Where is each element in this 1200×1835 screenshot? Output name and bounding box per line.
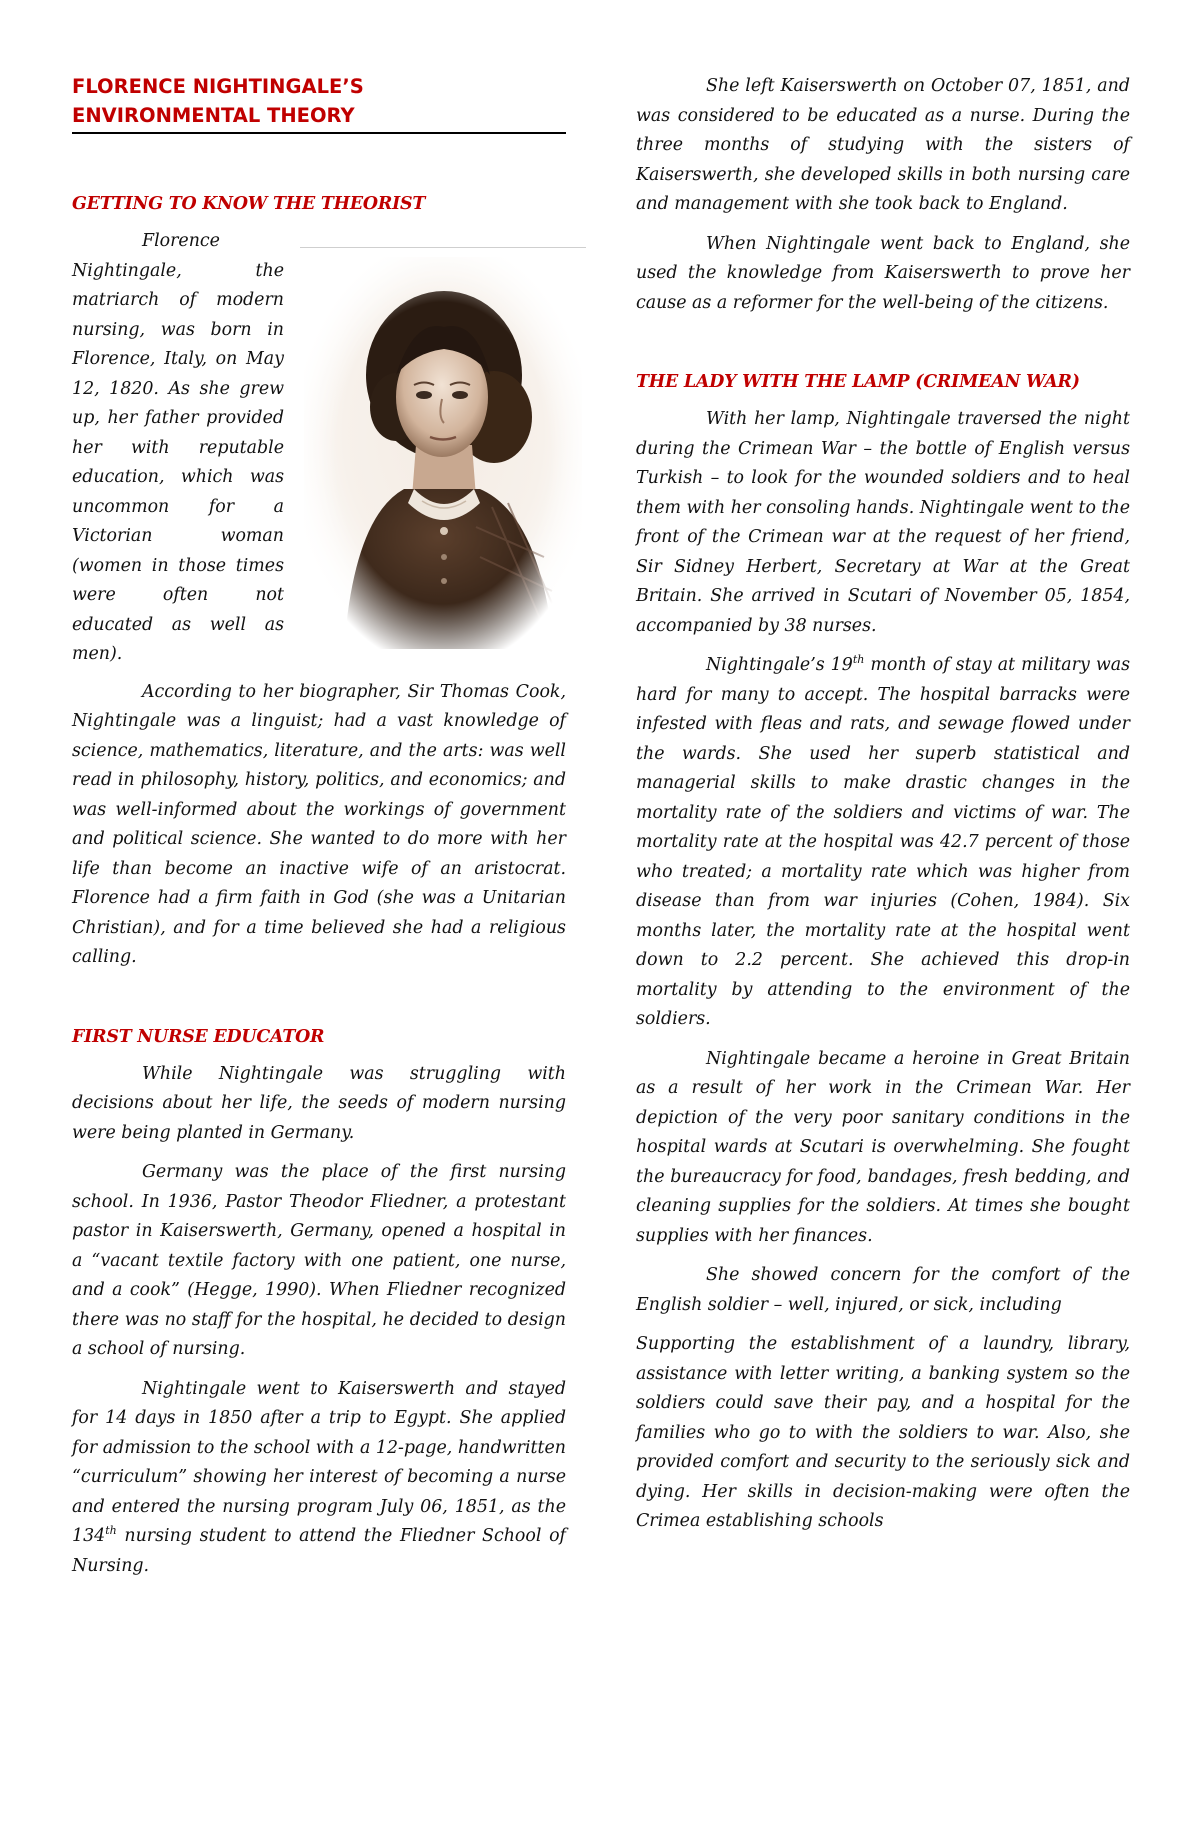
- portrait-figure: [292, 237, 592, 655]
- title-line-2: ENVIRONMENTAL THEORY: [72, 104, 355, 127]
- document-title: [72, 72, 566, 132]
- paragraph-kaiserswerth-admission: [72, 1375, 566, 1582]
- paragraph-struggling: While Nightingale was struggling with decisions about her life, the seeds of modern nursing were being planted in Germany.: [72, 1063, 566, 1143]
- mortality-text-a: Nightingale’s 19: [706, 655, 853, 675]
- kaiserswerth-text-a: Nightingale went to Kaiserswerth and stayed for 14 days in 1850 after a trip to Egypt. She applied for admission to the school with a 12-page, handwritten “curriculum” showing her interest of becoming a nurse and entered the nursing program July 06, 1851, as the 134: [72, 1378, 566, 1546]
- ordinal-suffix: th: [105, 1524, 117, 1538]
- portrait-top-rule: [300, 247, 586, 248]
- paragraph-crimean-war: With her lamp, Nightingale traversed the night during the Crimean War – the bottle of English versus Turkish – to look for the wounded soldiers and to heal them with her consoling hands. Nightingale went to the front of the Crimean war at the request of her friend, Sir Sidney Herbert, Secretary at War at the Great Britain. She arrived in Scutari of November 05, 1854, accompanied by 38 nurses.: [636, 409, 1130, 636]
- paragraph-mortality: [636, 651, 1130, 1035]
- mortality-text-b: month of stay at military was hard for many to accept. The hospital barracks were infested with fleas and rats, and sewage flowed under the wards. She used her superb statistical and managerial skills to make drastic changes in the mortality rate of the soldiers and victims of war. The mortality rate at the hospital was 42.7 percent of those who treated; a mortality rate which was higher from disease than from war injuries (Cohen, 1984). Six months later, the mortality rate at the hospital went down to 2.2 percent. She achieved this drop-in mortality by attending to the environment of the soldiers.: [636, 655, 1130, 1029]
- paragraph-comfort: She showed concern for the comfort of the English soldier – well, injured, or sick, including: [636, 1265, 1130, 1315]
- paragraph-supporting: Supporting the establishment of a laundry, library, assistance with letter writing, a banking system so the soldiers could save their pay, and a hospital for the families who go to with the soldiers to war. Also, she provided comfort and security to the seriously sick and dying. Her skills in decision-making were often the Crimea establishing schools: [636, 1334, 1130, 1531]
- left-column: [72, 72, 566, 1581]
- kaiserswerth-text-b: nursing student to attend the Fliedner School of Nursing.: [72, 1526, 566, 1576]
- paragraph-heroine: Nightingale became a heroine in Great Britain as a result of her work in the Crimean War. Her depiction of the very poor sanitary conditions in the hospital wards at Scutari is overwhelming. She fought the bureaucracy for food, bandages, fresh bedding, and cleaning supplies for the soldiers. At times she bought supplies with her finances.: [636, 1048, 1130, 1246]
- paragraph-biographer: According to her biographer, Sir Thomas Cook, Nightingale was a linguist; had a vast knowledge of science, mathematics, literature, and the arts: was well read in philosophy, history, politics, and economics; and was well-informed about the workings of government and political science. She wanted to do more with her life than become an inactive wife of an aristocrat. Florence had a firm faith in God (she was a Unitarian Christian), and for a time believed she had a religious calling.: [72, 681, 566, 967]
- ordinal-suffix-19th: th: [852, 653, 865, 667]
- paragraph-back-to-england: When Nightingale went back to England, she used the knowledge from Kaiserswerth to prove her cause as a reformer for the well-being of the citizens.: [636, 233, 1130, 313]
- right-column: [636, 72, 1130, 1537]
- heading-lady-with-the-lamp: THE LADY WITH THE LAMP (CRIMEAN WAR): [636, 372, 1080, 392]
- paragraph-birth: Florence Nightingale, the matriarch of modern nursing, was born in Florence, Italy, on May 12, 1820. As she grew up, her father provided her with reputable education, which was uncommon for a Victorian woman (women in those times were often not educated as well as men).: [72, 231, 284, 664]
- paragraph-germany: Germany was the place of the first nursing school. In 1936, Pastor Theodor Fliedner, a protestant pastor in Kaiserswerth, Germany, opened a hospital in a “vacant textile factory with one patient, one nurse, and a cook” (Hegge, 1990). When Fliedner recognized there was no staff for the hospital, he decided to design a school of nursing.: [72, 1162, 566, 1359]
- paragraph-left-kaiserswerth: She left Kaiserswerth on October 07, 1851, and was considered to be educated as a nurse. During the three months of studying with the sisters of Kaiserswerth, she developed skills in both nursing care and management with she took back to England.: [636, 76, 1130, 214]
- heading-first-nurse-educator: FIRST NURSE EDUCATOR: [72, 1026, 325, 1047]
- florence-nightingale-portrait-icon: [304, 257, 582, 649]
- heading-getting-to-know-the-theorist: GETTING TO KNOW THE THEORIST: [72, 194, 426, 214]
- title-line-1: FLORENCE NIGHTINGALE’S: [72, 75, 364, 98]
